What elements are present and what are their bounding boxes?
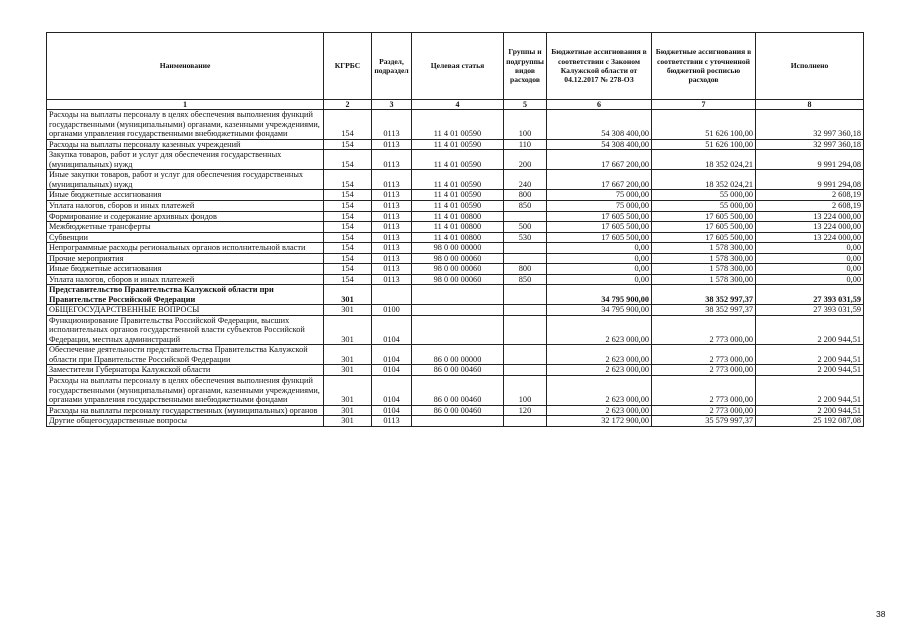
row-budget-law: 2 623 000,00 [547,315,652,345]
header-row [47,33,864,100]
column-number: 5 [504,100,547,110]
row-kgrbs: 301 [324,405,372,416]
table-row [47,150,864,170]
row-group: 100 [504,376,547,406]
row-budget-law: 2 623 000,00 [547,405,652,416]
row-budget-law: 34 795 900,00 [547,285,652,305]
table-row [47,222,864,233]
row-budget-law: 2 623 000,00 [547,365,652,376]
row-kgrbs: 154 [324,139,372,150]
table-row [47,190,864,201]
row-name: Расходы на выплаты персоналу государственных (муниципальных) органов [47,405,324,416]
row-budget-updated: 1 578 300,00 [652,264,756,275]
row-section: 0113 [372,211,412,222]
table-row [47,264,864,275]
row-target: 11 4 01 00800 [412,232,504,243]
row-kgrbs: 301 [324,285,372,305]
row-kgrbs: 154 [324,253,372,264]
row-budget-law: 34 795 900,00 [547,305,652,316]
row-executed: 0,00 [756,243,864,254]
column-number: 1 [47,100,324,110]
row-name: Другие общегосударственные вопросы [47,416,324,427]
table-row [47,416,864,427]
row-budget-updated: 17 605 500,00 [652,222,756,233]
row-executed: 0,00 [756,253,864,264]
row-target: 11 4 01 00590 [412,139,504,150]
row-executed: 2 200 944,51 [756,315,864,345]
row-budget-law: 2 623 000,00 [547,376,652,406]
row-target: 11 4 01 00590 [412,150,504,170]
row-section: 0113 [372,110,412,140]
row-target [412,315,504,345]
row-executed: 0,00 [756,264,864,275]
row-kgrbs: 154 [324,222,372,233]
table-row [47,315,864,345]
row-kgrbs: 301 [324,376,372,406]
budget-table [46,32,864,427]
row-target: 86 0 00 00000 [412,345,504,365]
table-row [47,243,864,254]
row-name: Непрограммные расходы региональных органов исполнительной власти [47,243,324,254]
row-target: 98 0 00 00060 [412,253,504,264]
table-row [47,285,864,305]
header-groups: Группы и подгруппы видов расходов [504,33,547,100]
row-budget-updated: 17 605 500,00 [652,211,756,222]
row-target [412,416,504,427]
column-number-row [47,100,864,110]
row-name: Заместители Губернатора Калужской области [47,365,324,376]
row-kgrbs: 154 [324,110,372,140]
row-executed: 9 991 294,08 [756,170,864,190]
row-name: Иные закупки товаров, работ и услуг для обеспечения государственных (муниципальных) нужд [47,170,324,190]
row-budget-updated: 1 578 300,00 [652,253,756,264]
row-kgrbs: 154 [324,264,372,275]
row-budget-updated: 51 626 100,00 [652,139,756,150]
table-row [47,139,864,150]
row-executed: 0,00 [756,274,864,285]
header-section: Раздел, подраздел [372,33,412,100]
row-kgrbs: 301 [324,315,372,345]
row-kgrbs: 301 [324,416,372,427]
row-budget-updated: 18 352 024,21 [652,170,756,190]
row-budget-updated: 2 773 000,00 [652,365,756,376]
row-kgrbs: 154 [324,232,372,243]
row-budget-updated: 55 000,00 [652,200,756,211]
row-budget-law: 2 623 000,00 [547,345,652,365]
row-budget-updated: 2 773 000,00 [652,376,756,406]
row-executed: 13 224 000,00 [756,222,864,233]
row-executed: 2 200 944,51 [756,345,864,365]
row-target: 86 0 00 00460 [412,376,504,406]
row-budget-updated: 38 352 997,37 [652,305,756,316]
row-budget-updated: 1 578 300,00 [652,243,756,254]
row-group: 240 [504,170,547,190]
row-group [504,365,547,376]
table-row [47,110,864,140]
row-budget-law: 17 605 500,00 [547,211,652,222]
row-name: Уплата налогов, сборов и иных платежей [47,274,324,285]
row-target: 11 4 01 00590 [412,170,504,190]
row-budget-updated: 38 352 997,37 [652,285,756,305]
row-budget-law: 0,00 [547,274,652,285]
table-row [47,365,864,376]
row-group: 530 [504,232,547,243]
row-budget-updated: 2 773 000,00 [652,345,756,365]
row-target: 11 4 01 00590 [412,190,504,201]
row-target: 98 0 00 00000 [412,243,504,254]
row-budget-law: 54 308 400,00 [547,110,652,140]
row-section: 0104 [372,376,412,406]
row-executed: 32 997 360,18 [756,139,864,150]
row-kgrbs: 154 [324,243,372,254]
column-number: 6 [547,100,652,110]
row-budget-law: 0,00 [547,253,652,264]
table-row [47,253,864,264]
row-target [412,305,504,316]
row-name: Иные бюджетные ассигнования [47,264,324,275]
header-budget-law: Бюджетные ассигнования в соответствии с Законом Калужской области от 04.12.2017 № 278-ОЗ [547,33,652,100]
row-budget-law: 75 000,00 [547,190,652,201]
row-budget-updated: 1 578 300,00 [652,274,756,285]
row-budget-updated: 18 352 024,21 [652,150,756,170]
row-group: 200 [504,150,547,170]
row-group: 800 [504,190,547,201]
row-group: 100 [504,110,547,140]
row-budget-law: 17 605 500,00 [547,222,652,233]
row-section: 0113 [372,150,412,170]
row-executed: 27 393 031,59 [756,305,864,316]
row-section: 0113 [372,253,412,264]
row-executed: 2 200 944,51 [756,365,864,376]
row-budget-law: 17 667 200,00 [547,150,652,170]
column-number: 3 [372,100,412,110]
row-group: 110 [504,139,547,150]
row-budget-updated: 17 605 500,00 [652,232,756,243]
row-group [504,345,547,365]
row-section: 0113 [372,200,412,211]
row-budget-updated: 2 773 000,00 [652,405,756,416]
row-target [412,285,504,305]
row-name: Расходы на выплаты персоналу казенных учреждений [47,139,324,150]
row-section: 0113 [372,190,412,201]
row-name: ОБЩЕГОСУДАРСТВЕННЫЕ ВОПРОСЫ [47,305,324,316]
row-budget-updated: 55 000,00 [652,190,756,201]
row-name: Прочие мероприятия [47,253,324,264]
row-executed: 9 991 294,08 [756,150,864,170]
row-name: Субвенции [47,232,324,243]
row-target: 98 0 00 00060 [412,274,504,285]
row-executed: 13 224 000,00 [756,232,864,243]
row-budget-updated: 2 773 000,00 [652,315,756,345]
row-section: 0104 [372,405,412,416]
row-budget-updated: 35 579 997,37 [652,416,756,427]
row-section: 0113 [372,170,412,190]
row-section [372,285,412,305]
row-target: 11 4 01 00800 [412,211,504,222]
row-section: 0104 [372,315,412,345]
row-group: 850 [504,200,547,211]
row-kgrbs: 154 [324,150,372,170]
header-executed: Исполнено [756,33,864,100]
row-target: 11 4 01 00590 [412,110,504,140]
row-target: 11 4 01 00800 [412,222,504,233]
column-number: 4 [412,100,504,110]
row-section: 0113 [372,222,412,233]
page-number: 38 [876,609,886,619]
row-group [504,305,547,316]
table-row [47,200,864,211]
row-section: 0113 [372,264,412,275]
table-row [47,232,864,243]
table-row [47,211,864,222]
row-section: 0113 [372,139,412,150]
row-executed: 27 393 031,59 [756,285,864,305]
row-target: 11 4 01 00590 [412,200,504,211]
table-row [47,170,864,190]
row-executed: 13 224 000,00 [756,211,864,222]
row-name: Функционирование Правительства Российской Федерации, высших исполнительных органов государственной власти субъектов Российской Федерации, местных администраций [47,315,324,345]
row-section: 0104 [372,345,412,365]
row-group [504,253,547,264]
row-group: 850 [504,274,547,285]
row-kgrbs: 154 [324,200,372,211]
row-group: 500 [504,222,547,233]
column-number: 2 [324,100,372,110]
row-kgrbs: 301 [324,345,372,365]
table-body [47,110,864,426]
row-section: 0113 [372,243,412,254]
row-section: 0100 [372,305,412,316]
header-kgrbs: КГРБС [324,33,372,100]
row-target: 86 0 00 00460 [412,365,504,376]
row-name: Иные бюджетные ассигнования [47,190,324,201]
header-target: Целевая статья [412,33,504,100]
row-kgrbs: 154 [324,190,372,201]
table-row [47,305,864,316]
row-name: Представительство Правительства Калужской области при Правительстве Российской Федерации [47,285,324,305]
row-name: Расходы на выплаты персоналу в целях обеспечения выполнения функций государственными (муниципальными) органами, казенными учреждениями, органами управления государственными внебюджетными фондами [47,376,324,406]
row-budget-law: 17 667 200,00 [547,170,652,190]
column-number: 7 [652,100,756,110]
row-kgrbs: 154 [324,211,372,222]
row-name: Расходы на выплаты персоналу в целях обеспечения выполнения функций государственными (муниципальными) органами, казенными учреждениями, органами управления государственными внебюджетными фондами [47,110,324,140]
row-name: Обеспечение деятельности представительства Правительства Калужской области при Правительстве Российской Федерации [47,345,324,365]
row-budget-law: 0,00 [547,264,652,275]
table-row [47,274,864,285]
row-budget-law: 0,00 [547,243,652,254]
row-budget-updated: 51 626 100,00 [652,110,756,140]
row-group [504,211,547,222]
header-budget-updated: Бюджетные ассигнования в соответствии с уточненной бюджетной росписью расходов [652,33,756,100]
row-group [504,315,547,345]
row-kgrbs: 154 [324,170,372,190]
table-row [47,405,864,416]
row-name: Межбюджетные трансферты [47,222,324,233]
row-budget-law: 32 172 900,00 [547,416,652,427]
row-kgrbs: 301 [324,365,372,376]
row-budget-law: 75 000,00 [547,200,652,211]
row-budget-law: 17 605 500,00 [547,232,652,243]
row-executed: 25 192 087,08 [756,416,864,427]
table-row [47,345,864,365]
row-name: Формирование и содержание архивных фондов [47,211,324,222]
row-name: Уплата налогов, сборов и иных платежей [47,200,324,211]
row-name: Закупка товаров, работ и услуг для обеспечения государственных (муниципальных) нужд [47,150,324,170]
row-executed: 2 608,19 [756,200,864,211]
row-kgrbs: 154 [324,274,372,285]
row-group: 800 [504,264,547,275]
row-section: 0113 [372,416,412,427]
row-group [504,243,547,254]
row-kgrbs: 301 [324,305,372,316]
column-number: 8 [756,100,864,110]
row-section: 0113 [372,232,412,243]
row-section: 0104 [372,365,412,376]
table-row [47,376,864,406]
row-target: 98 0 00 00060 [412,264,504,275]
row-group [504,285,547,305]
header-name: Наименование [47,33,324,100]
row-executed: 2 200 944,51 [756,405,864,416]
row-executed: 2 608,19 [756,190,864,201]
row-budget-law: 54 308 400,00 [547,139,652,150]
row-group [504,416,547,427]
row-group: 120 [504,405,547,416]
row-target: 86 0 00 00460 [412,405,504,416]
row-section: 0113 [372,274,412,285]
row-executed: 32 997 360,18 [756,110,864,140]
row-executed: 2 200 944,51 [756,376,864,406]
